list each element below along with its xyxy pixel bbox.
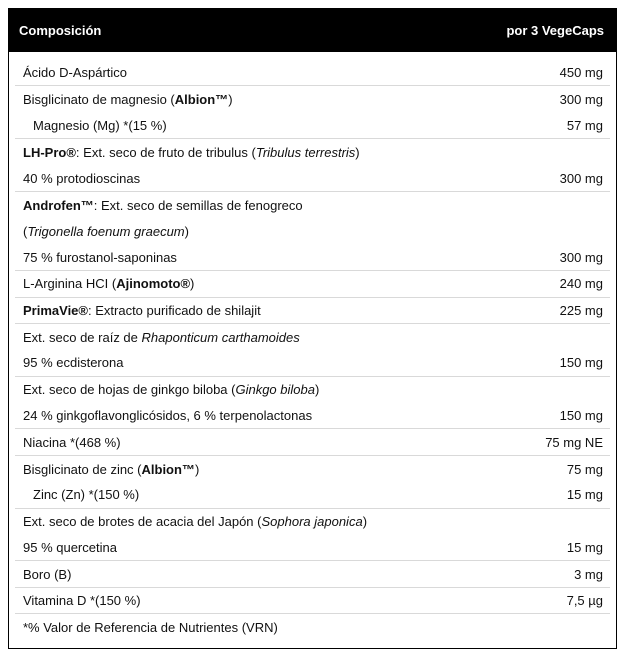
label-part: Sophora japonica [261,514,363,530]
ingredient-amount: 300 mg [559,170,603,186]
table-row [15,218,610,244]
table-row [15,350,610,376]
ingredient-label [23,514,367,529]
label-part: 40 % protodioscinas [23,170,141,186]
label-part: *% Valor de Referencia de Nutrientes (VRN) [23,619,278,635]
ingredient-amount: 7,5 µg [566,593,603,608]
table-row [15,429,610,455]
ingredient-label [23,540,117,555]
label-part: Ext. seco de hojas de ginkgo biloba ( [23,382,236,398]
label-part: Zinc (Zn) *(150 %) [33,487,140,503]
label-part: ) [194,461,200,477]
label-part: L-Arginina HCI ( [23,276,117,292]
ingredient-label [23,382,319,397]
ingredient-label [23,65,127,80]
label-part: Albion™ [141,461,195,477]
ingredient-amount: 150 mg [559,408,603,424]
label-part: : Ext. seco de semillas de fenogreco [93,197,303,213]
ingredient-amount: 3 mg [574,566,603,582]
label-part: 95 % ecdisterona [23,355,124,371]
ingredient-label [23,145,360,160]
table-row [15,509,610,535]
table-row [15,271,610,297]
label-part: Ácido D-Aspártico [23,65,128,81]
label-part: Androfen™ [23,197,94,213]
ingredient-label [23,620,278,635]
label-part: : Ext. seco de fruto de tribulus ( [75,144,256,160]
header-title: Composición [19,23,102,38]
header-serving: por 3 VegeCaps [506,23,604,38]
table-row [15,561,610,587]
label-part: Rhaponticum carthamoides [141,329,300,345]
ingredient-label [23,198,303,213]
ingredient-label [23,276,194,291]
label-part: : Extracto purificado de shilajit [88,302,261,318]
ingredient-amount: 75 mg NE [545,434,603,450]
table-body [9,52,616,641]
ingredient-label [23,171,140,186]
label-part: ) [190,276,195,292]
label-part: Niacina *(468 %) [23,434,121,450]
table-row [15,245,610,271]
label-part: 75 % furostanol-saponinas [23,249,177,265]
table-row [15,403,610,429]
label-part: Boro (B) [23,566,72,582]
label-part: 95 % quercetina [23,540,117,556]
table-row [15,60,610,86]
ingredient-label [23,593,141,608]
ingredient-amount: 300 mg [559,249,603,265]
table-row [15,535,610,561]
table-row [15,298,610,324]
table-row [15,192,610,218]
label-part: Bisglicinato de zinc ( [23,461,142,477]
ingredient-amount: 300 mg [559,92,603,108]
table-row [15,456,610,482]
label-part: ) [184,224,189,240]
ingredient-label [23,250,177,265]
ingredient-label [23,303,261,318]
ingredient-label [33,118,167,133]
ingredient-label [23,224,189,239]
ingredient-label [33,487,139,502]
table-header [9,9,616,52]
ingredient-amount: 57 mg [566,117,603,133]
label-part: 24 % ginkgoflavonglicósidos, 6 % terpenolactonas [23,408,313,424]
ingredient-label [23,408,312,423]
table-row [15,377,610,403]
label-part: Ext. seco de raíz de [23,329,142,345]
label-part: Magnesio (Mg) *(15 %) [33,117,167,133]
ingredient-label [23,567,71,582]
label-part: Vitamina D *(150 %) [23,593,141,608]
label-part: Albion™ [174,92,229,108]
ingredient-label [23,355,123,370]
label-part: PrimaVie® [23,302,88,318]
ingredient-amount: 75 mg [566,461,603,477]
table-row [15,614,610,640]
label-part: Tribulus terrestris [255,144,356,160]
ingredient-amount: 225 mg [559,302,603,318]
label-part: ) [362,514,368,530]
ingredient-amount: 15 mg [566,487,603,503]
ingredient-label [23,462,199,477]
label-part: Ajinomoto® [116,276,191,292]
ingredient-label [23,92,233,107]
ingredient-label [23,330,300,345]
label-part: ) [355,144,360,160]
label-part: LH-Pro® [23,144,76,160]
table-row [15,113,610,139]
label-part: ( [23,224,28,240]
ingredient-amount: 450 mg [559,65,603,81]
ingredient-amount: 15 mg [566,540,603,556]
ingredient-label [23,435,121,450]
table-row [15,482,610,508]
ingredient-amount: 150 mg [559,355,603,371]
table-row [15,86,610,112]
table-row [15,166,610,192]
label-part: Ginkgo biloba [235,382,315,398]
table-row [15,139,610,165]
label-part: Trigonella foenum graecum [27,224,185,240]
label-part: ) [228,92,233,108]
table-row [15,588,610,614]
ingredient-amount: 240 mg [559,276,603,292]
composition-table [8,8,617,649]
label-part: Bisglicinato de magnesio ( [23,92,175,108]
table-row [15,324,610,350]
label-part: ) [314,382,320,398]
label-part: Ext. seco de brotes de acacia del Japón ( [23,514,262,530]
